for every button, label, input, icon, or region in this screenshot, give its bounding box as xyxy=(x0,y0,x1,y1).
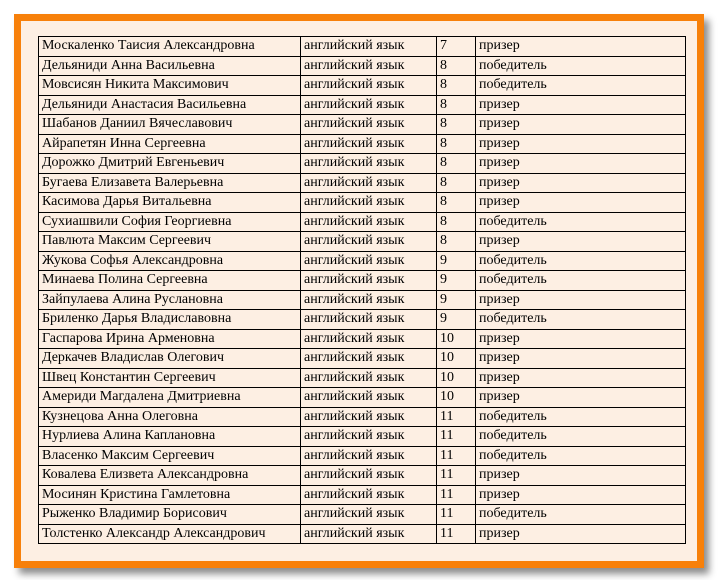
grade-cell: 8 xyxy=(437,95,476,115)
subject-cell: английский язык xyxy=(301,95,437,115)
status-cell: призер xyxy=(476,115,686,135)
table-row xyxy=(39,173,686,193)
subject-cell: английский язык xyxy=(301,173,437,193)
subject-cell: английский язык xyxy=(301,37,437,57)
student-name-cell: Айрапетян Инна Сергеевна xyxy=(39,134,301,154)
table-row xyxy=(39,154,686,174)
table-row xyxy=(39,505,686,525)
table-row xyxy=(39,329,686,349)
grade-cell: 8 xyxy=(437,115,476,135)
status-cell: победитель xyxy=(476,505,686,525)
student-name-cell: Ковалева Елизвета Александровна xyxy=(39,466,301,486)
status-cell: призер xyxy=(476,466,686,486)
student-name-cell: Павлюта Максим Сергеевич xyxy=(39,232,301,252)
grade-cell: 11 xyxy=(437,407,476,427)
subject-cell: английский язык xyxy=(301,193,437,213)
table-row xyxy=(39,290,686,310)
student-name-cell: Дельяниди Анна Васильевна xyxy=(39,56,301,76)
table-row xyxy=(39,485,686,505)
subject-cell: английский язык xyxy=(301,524,437,544)
subject-cell: английский язык xyxy=(301,349,437,369)
student-name-cell: Гаспарова Ирина Арменовна xyxy=(39,329,301,349)
grade-cell: 11 xyxy=(437,427,476,447)
subject-cell: английский язык xyxy=(301,505,437,525)
student-name-cell: Зайпулаева Алина Руслановна xyxy=(39,290,301,310)
grade-cell: 7 xyxy=(437,37,476,57)
subject-cell: английский язык xyxy=(301,466,437,486)
subject-cell: английский язык xyxy=(301,56,437,76)
table-row xyxy=(39,407,686,427)
table-row xyxy=(39,349,686,369)
status-cell: призер xyxy=(476,154,686,174)
student-name-cell: Толстенко Александр Александрович xyxy=(39,524,301,544)
grade-cell: 9 xyxy=(437,310,476,330)
subject-cell: английский язык xyxy=(301,115,437,135)
table-row xyxy=(39,251,686,271)
grade-cell: 10 xyxy=(437,349,476,369)
student-name-cell: Бриленко Дарья Владиславовна xyxy=(39,310,301,330)
status-cell: победитель xyxy=(476,271,686,291)
student-name-cell: Дорожко Дмитрий Евгеньевич xyxy=(39,154,301,174)
status-cell: призер xyxy=(476,349,686,369)
subject-cell: английский язык xyxy=(301,329,437,349)
status-cell: победитель xyxy=(476,446,686,466)
table-row xyxy=(39,193,686,213)
subject-cell: английский язык xyxy=(301,154,437,174)
grade-cell: 8 xyxy=(437,134,476,154)
subject-cell: английский язык xyxy=(301,290,437,310)
student-name-cell: Сухиашвили София Георгиевна xyxy=(39,212,301,232)
subject-cell: английский язык xyxy=(301,271,437,291)
table-row xyxy=(39,115,686,135)
table-row xyxy=(39,388,686,408)
status-cell: призер xyxy=(476,95,686,115)
grade-cell: 8 xyxy=(437,232,476,252)
status-cell: призер xyxy=(476,173,686,193)
table-row xyxy=(39,212,686,232)
grade-cell: 8 xyxy=(437,173,476,193)
grade-cell: 10 xyxy=(437,368,476,388)
student-name-cell: Шабанов Даниил Вячеславович xyxy=(39,115,301,135)
grade-cell: 9 xyxy=(437,271,476,291)
status-cell: победитель xyxy=(476,212,686,232)
grade-cell: 8 xyxy=(437,154,476,174)
subject-cell: английский язык xyxy=(301,407,437,427)
student-name-cell: Рыженко Владимир Борисович xyxy=(39,505,301,525)
table-row xyxy=(39,232,686,252)
status-cell: победитель xyxy=(476,56,686,76)
grade-cell: 11 xyxy=(437,485,476,505)
table-row xyxy=(39,427,686,447)
grade-cell: 11 xyxy=(437,505,476,525)
table-row xyxy=(39,271,686,291)
grade-cell: 11 xyxy=(437,446,476,466)
subject-cell: английский язык xyxy=(301,368,437,388)
status-cell: призер xyxy=(476,485,686,505)
status-cell: победитель xyxy=(476,427,686,447)
student-name-cell: Москаленко Таисия Александровна xyxy=(39,37,301,57)
status-cell: призер xyxy=(476,368,686,388)
grade-cell: 9 xyxy=(437,251,476,271)
results-table xyxy=(38,36,686,544)
table-row xyxy=(39,56,686,76)
table-row xyxy=(39,134,686,154)
grade-cell: 8 xyxy=(437,212,476,232)
table-row xyxy=(39,37,686,57)
document-frame xyxy=(14,14,704,568)
status-cell: победитель xyxy=(476,407,686,427)
student-name-cell: Америди Магдалена Дмитриевна xyxy=(39,388,301,408)
student-name-cell: Бугаева Елизавета Валерьевна xyxy=(39,173,301,193)
subject-cell: английский язык xyxy=(301,310,437,330)
subject-cell: английский язык xyxy=(301,446,437,466)
grade-cell: 8 xyxy=(437,76,476,96)
results-table-body xyxy=(39,37,686,544)
grade-cell: 8 xyxy=(437,193,476,213)
grade-cell: 11 xyxy=(437,524,476,544)
student-name-cell: Кузнецова Анна Олеговна xyxy=(39,407,301,427)
table-row xyxy=(39,76,686,96)
student-name-cell: Нурлиева Алина Каплановна xyxy=(39,427,301,447)
table-row xyxy=(39,368,686,388)
status-cell: победитель xyxy=(476,76,686,96)
status-cell: призер xyxy=(476,524,686,544)
grade-cell: 9 xyxy=(437,290,476,310)
student-name-cell: Касимова Дарья Витальевна xyxy=(39,193,301,213)
subject-cell: английский язык xyxy=(301,388,437,408)
status-cell: призер xyxy=(476,37,686,57)
grade-cell: 8 xyxy=(437,56,476,76)
table-row xyxy=(39,310,686,330)
table-row xyxy=(39,95,686,115)
student-name-cell: Минаева Полина Сергеевна xyxy=(39,271,301,291)
status-cell: призер xyxy=(476,232,686,252)
status-cell: призер xyxy=(476,388,686,408)
status-cell: призер xyxy=(476,290,686,310)
status-cell: победитель xyxy=(476,310,686,330)
student-name-cell: Власенко Максим Сергеевич xyxy=(39,446,301,466)
student-name-cell: Мовсисян Никита Максимович xyxy=(39,76,301,96)
status-cell: призер xyxy=(476,193,686,213)
status-cell: призер xyxy=(476,329,686,349)
table-row xyxy=(39,466,686,486)
student-name-cell: Жукова Софья Александровна xyxy=(39,251,301,271)
subject-cell: английский язык xyxy=(301,232,437,252)
subject-cell: английский язык xyxy=(301,134,437,154)
student-name-cell: Мосинян Кристина Гамлетовна xyxy=(39,485,301,505)
grade-cell: 10 xyxy=(437,388,476,408)
status-cell: призер xyxy=(476,134,686,154)
subject-cell: английский язык xyxy=(301,427,437,447)
student-name-cell: Швец Константин Сергеевич xyxy=(39,368,301,388)
status-cell: победитель xyxy=(476,251,686,271)
student-name-cell: Деркачев Владислав Олегович xyxy=(39,349,301,369)
grade-cell: 11 xyxy=(437,466,476,486)
table-row xyxy=(39,446,686,466)
subject-cell: английский язык xyxy=(301,76,437,96)
student-name-cell: Дельяниди Анастасия Васильевна xyxy=(39,95,301,115)
subject-cell: английский язык xyxy=(301,485,437,505)
subject-cell: английский язык xyxy=(301,212,437,232)
subject-cell: английский язык xyxy=(301,251,437,271)
table-row xyxy=(39,524,686,544)
grade-cell: 10 xyxy=(437,329,476,349)
